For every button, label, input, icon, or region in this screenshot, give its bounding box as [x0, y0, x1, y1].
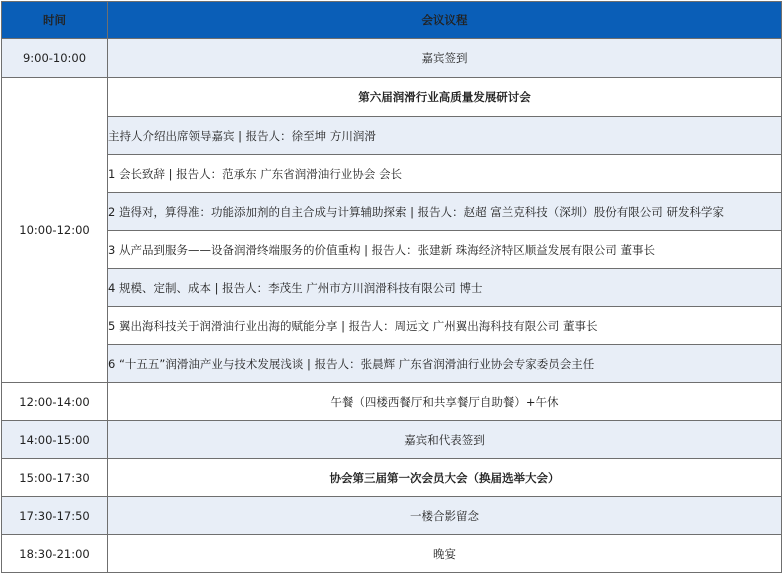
- table-row: [2, 78, 782, 117]
- agenda-cell: 3 从产品到服务——设备润滑终端服务的价值重构 | 报告人：张建新 珠海经济特区顺益发展有限公司 董事长: [108, 231, 782, 269]
- table-row: [2, 117, 782, 155]
- time-cell: 14:00-15:00: [2, 421, 108, 459]
- header-row: [2, 2, 782, 39]
- agenda-cell: 4 规模、定制、成本 | 报告人：李茂生 广州市方川润滑科技有限公司 博士: [108, 269, 782, 307]
- time-cell: 10:00-12:00: [2, 78, 108, 383]
- time-cell: 9:00-10:00: [2, 39, 108, 78]
- agenda-cell: 5 翼出海科技关于润滑油行业出海的赋能分享 | 报告人：周远文 广州翼出海科技有限公司 董事长: [108, 307, 782, 345]
- agenda-cell: 6 “十五五”润滑油产业与技术发展浅谈 | 报告人：张晨辉 广东省润滑油行业协会专家委员会主任: [108, 345, 782, 383]
- time-cell: 17:30-17:50: [2, 497, 108, 535]
- agenda-cell: 嘉宾和代表签到: [108, 421, 782, 459]
- agenda-column-header: 会议议程: [108, 2, 782, 39]
- session-title: 第六届润滑行业高质量发展研讨会: [108, 78, 782, 117]
- time-cell: 18:30-21:00: [2, 535, 108, 573]
- time-column-header: 时间: [2, 2, 108, 39]
- agenda-cell: 晚宴: [108, 535, 782, 573]
- table-row: [2, 497, 782, 535]
- agenda-cell: 2 造得对，算得准：功能添加剂的自主合成与计算辅助探索 | 报告人：赵超 富兰克科技（深圳）股份有限公司 研发科学家: [108, 193, 782, 231]
- table-row: [2, 307, 782, 345]
- time-cell: 15:00-17:30: [2, 459, 108, 497]
- table-row: [2, 39, 782, 78]
- table-row: [2, 535, 782, 573]
- agenda-cell: 协会第三届第一次会员大会（换届选举大会）: [108, 459, 782, 497]
- agenda-cell: 主持人介绍出席领导嘉宾 | 报告人：徐至坤 方川润滑: [108, 117, 782, 155]
- table-row: [2, 459, 782, 497]
- agenda-table: [1, 1, 782, 573]
- table-row: [2, 383, 782, 421]
- agenda-cell: 1 会长致辞 | 报告人：范承东 广东省润滑油行业协会 会长: [108, 155, 782, 193]
- table-row: [2, 345, 782, 383]
- time-cell: 12:00-14:00: [2, 383, 108, 421]
- table-row: [2, 193, 782, 231]
- agenda-cell: 嘉宾签到: [108, 39, 782, 78]
- agenda-cell: 一楼合影留念: [108, 497, 782, 535]
- table-row: [2, 421, 782, 459]
- table-row: [2, 231, 782, 269]
- table-row: [2, 155, 782, 193]
- agenda-cell: 午餐（四楼西餐厅和共享餐厅自助餐）+午休: [108, 383, 782, 421]
- table-row: [2, 269, 782, 307]
